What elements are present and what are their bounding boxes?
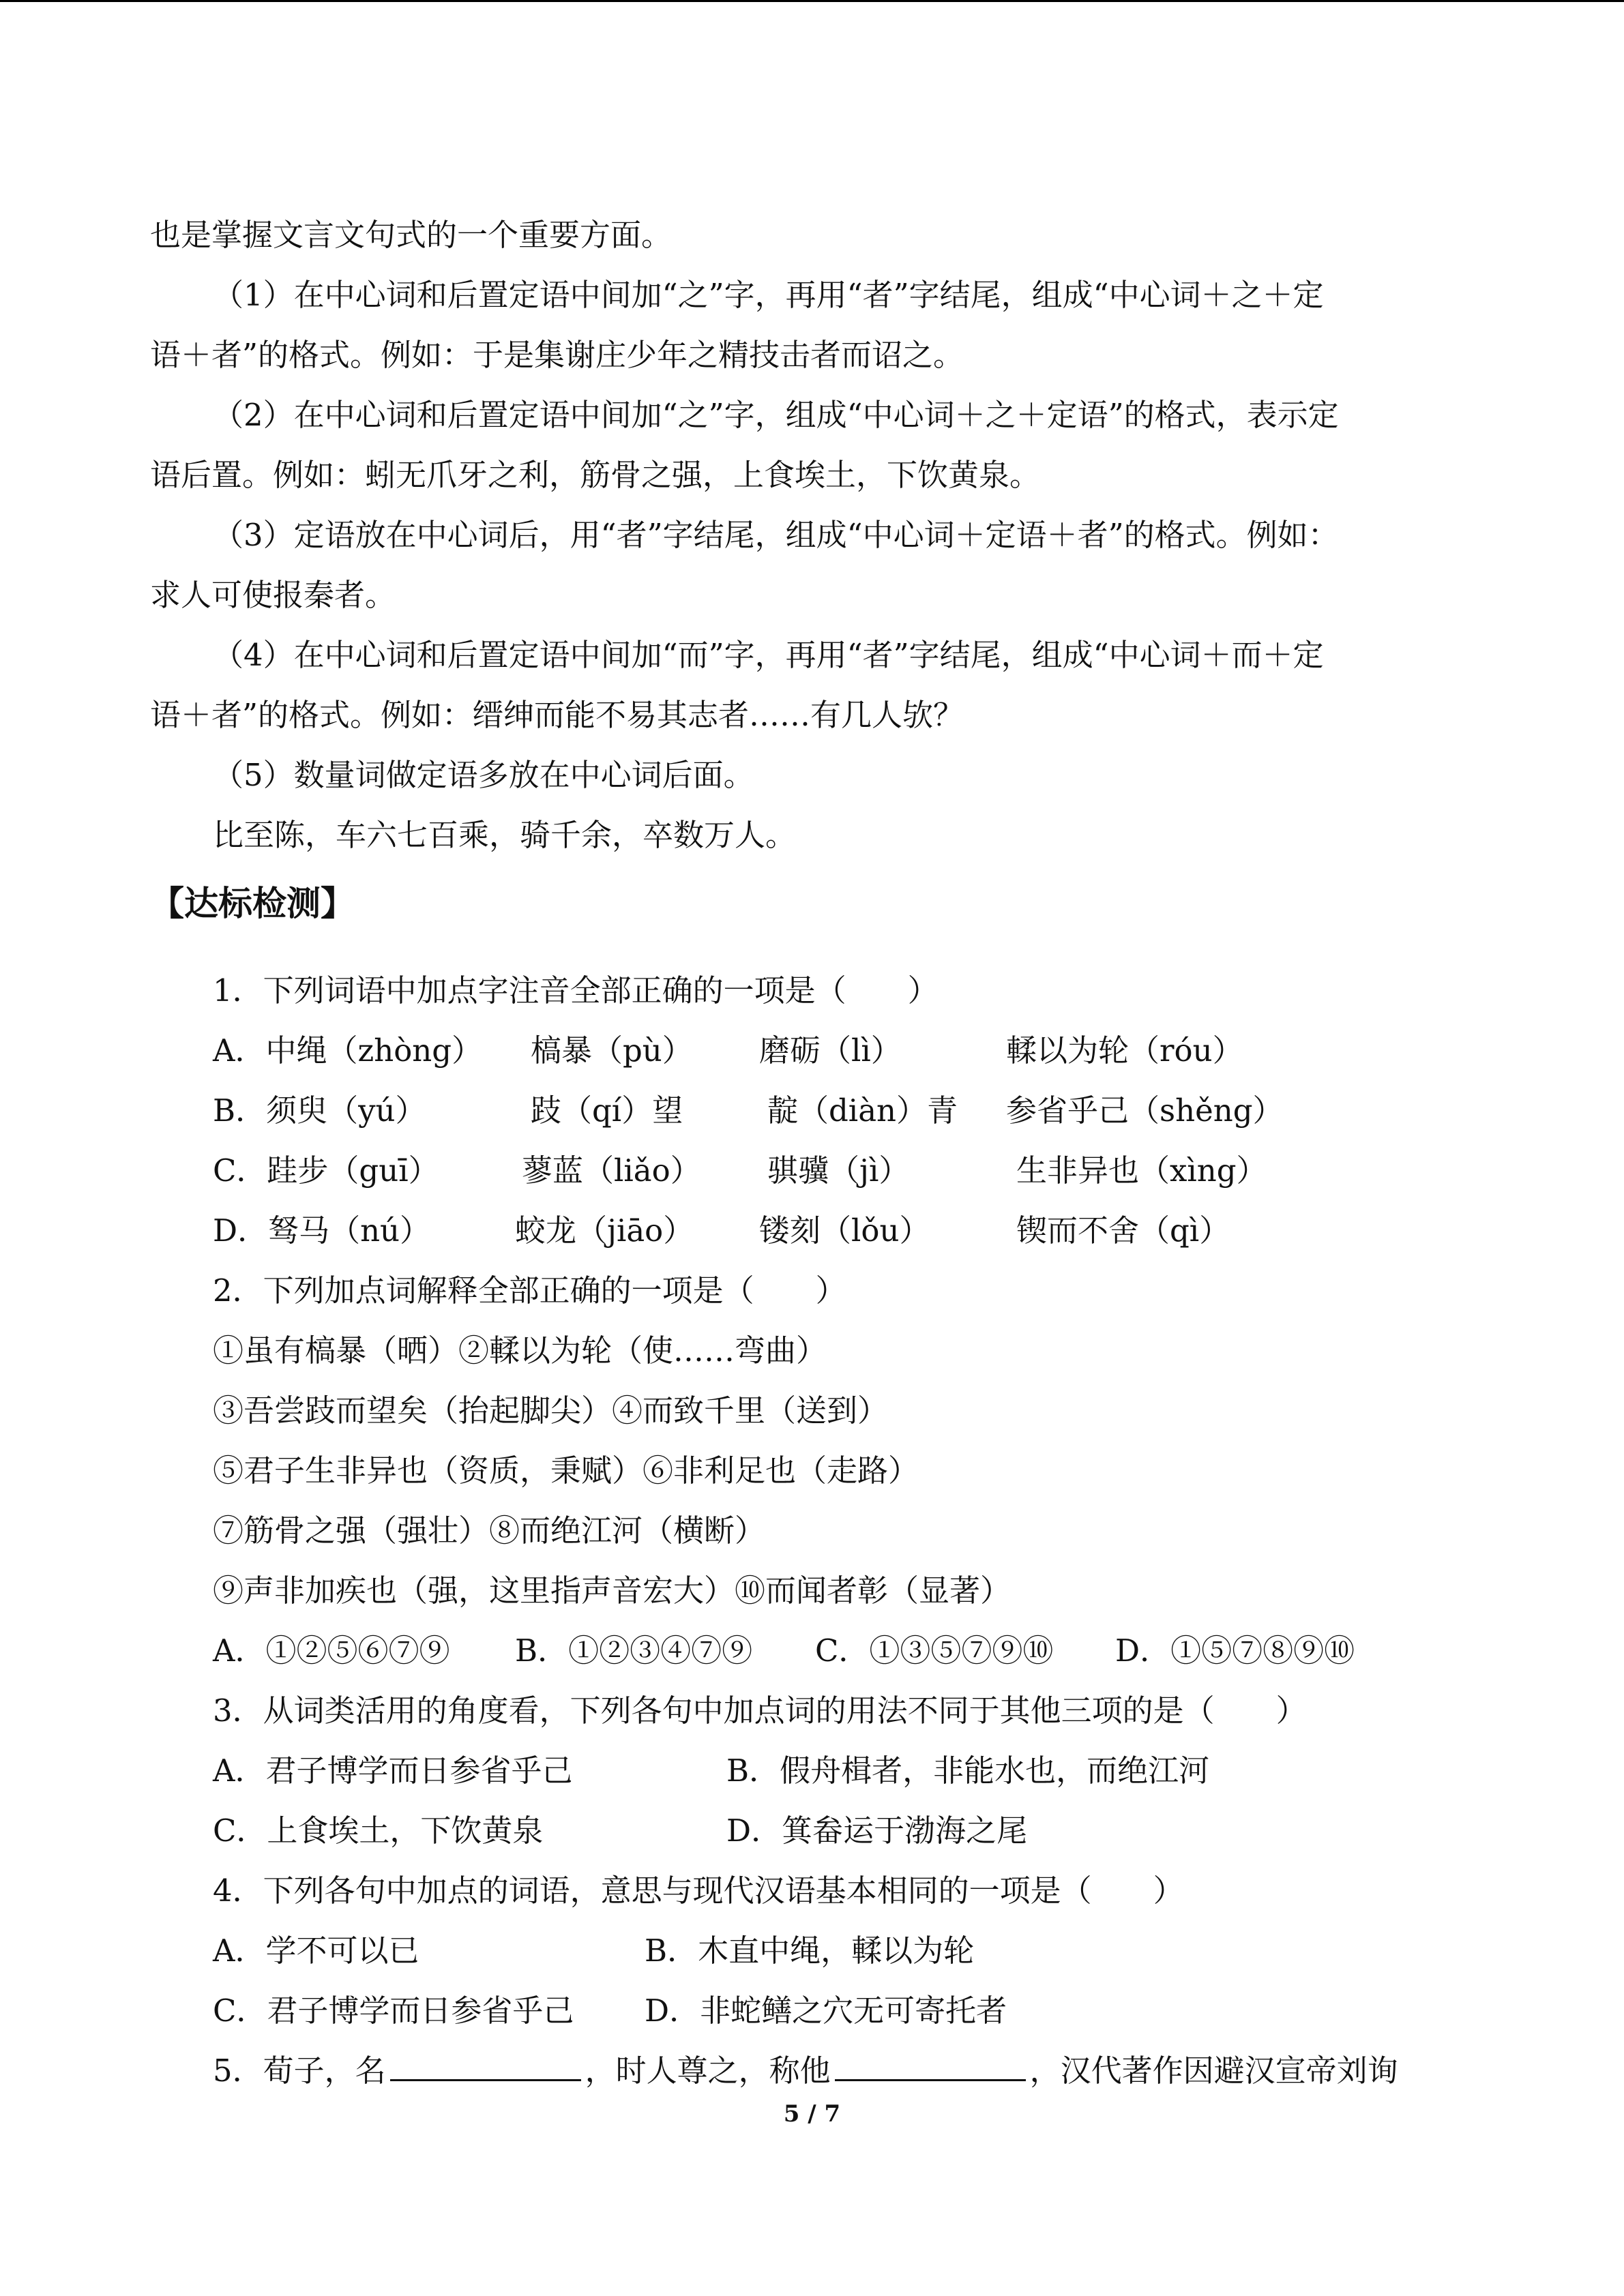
intro-line: （2）在中心词和后置定语中间加“之”字，组成“中心词＋之＋定语”的格式，表示定 (213, 397, 1339, 433)
q5-text: 5．荀子，名 (213, 2053, 386, 2089)
option-item: A．学不可以已 (213, 1933, 419, 1969)
question-stem: 1．下列词语中加点字注音全部正确的一项是（ ） (213, 972, 939, 1009)
option-item: C．上食埃土，下饮黄泉 (213, 1813, 544, 1849)
intro-line: （4）在中心词和后置定语中间加“而”字，再用“者”字结尾，组成“中心词＋而＋定 (213, 637, 1324, 673)
item-line: ⑨声非加疾也（强，这里指声音宏大）⑩而闻者彰（显著） (213, 1572, 1012, 1609)
intro-line: 比至陈，车六七百乘，骑千余，卒数万人。 (213, 817, 797, 853)
q5-text: ，汉代著作因避汉宣帝刘询 (1029, 2053, 1398, 2089)
question-stem: 4．下列各句中加点的词语，意思与现代汉语基本相同的一项是（ ） (213, 1873, 1184, 1909)
intro-line: 求人可使报秦者。 (150, 577, 396, 613)
question-stem (213, 2051, 1398, 2091)
intro-line: （5）数量词做定语多放在中心词后面。 (213, 757, 754, 793)
item-line: ⑤君子生非异也（资质，秉赋）⑥非利足也（走路） (213, 1452, 919, 1489)
option-item: 靛（diàn）青 (767, 1092, 958, 1129)
option-item: 磨砺（lì） (759, 1032, 902, 1069)
intro-line: （1）在中心词和后置定语中间加“之”字，再用“者”字结尾，组成“中心词＋之＋定 (213, 277, 1324, 313)
intro-line: 也是掌握文言文句式的一个重要方面。 (150, 217, 673, 253)
item-line: ⑦筋骨之强（强壮）⑧而绝江河（横断） (213, 1512, 766, 1549)
option-item: C．君子博学而日参省乎己 (213, 1993, 574, 2029)
answer-blank[interactable] (835, 2052, 1026, 2081)
intro-line: （3）定语放在中心词后，用“者”字结尾，组成“中心词＋定语＋者”的格式。例如： (213, 517, 1339, 553)
option-item: 蛟龙（jiāo） (515, 1212, 694, 1249)
page-number: 5 / 7 (783, 2100, 841, 2128)
intro-line: 语＋者”的格式。例如：于是集谢庄少年之精技击者而诏之。 (150, 337, 964, 373)
item-line: ①虽有槁暴（晒）②輮以为轮（使……弯曲） (213, 1332, 827, 1369)
option-item: C．①③⑤⑦⑨⑩ (815, 1632, 1054, 1669)
option-item: 参省乎己（shěng） (1006, 1092, 1284, 1129)
option-item: D．箕畚运于渤海之尾 (726, 1813, 1028, 1849)
option-item: B．假舟楫者，非能水也，而绝江河 (726, 1753, 1210, 1789)
intro-line: 语＋者”的格式。例如：缙绅而能不易其志者……有几人欤？ (150, 697, 964, 733)
section-heading: 【达标检测】 (150, 884, 355, 923)
option-item: 跂（qí）望 (531, 1092, 683, 1129)
option-item: A．君子博学而日参省乎己 (213, 1753, 573, 1789)
q5-text: ，时人尊之，称他 (585, 2053, 831, 2089)
option-item: 锲而不舍（qì） (1016, 1212, 1230, 1249)
item-line: ③吾尝跂而望矣（抬起脚尖）④而致千里（送到） (213, 1392, 889, 1429)
option-item: 骐骥（jì） (767, 1152, 910, 1189)
option-item: B．①②③④⑦⑨ (515, 1632, 753, 1669)
option-item: A．中绳（zhòng） (213, 1032, 483, 1069)
option-item: D．非蛇鳝之穴无可寄托者 (645, 1993, 1007, 2029)
option-item: 輮以为轮（róu） (1006, 1032, 1243, 1069)
option-item: D．①⑤⑦⑧⑨⑩ (1115, 1632, 1355, 1669)
option-item: D．驽马（nú） (213, 1212, 431, 1249)
option-item: 蓼蓝（liǎo） (522, 1152, 701, 1189)
option-item: 镂刻（lǒu） (759, 1212, 930, 1249)
option-item: B．须臾（yú） (213, 1092, 426, 1129)
option-item: A．①②⑤⑥⑦⑨ (213, 1632, 450, 1669)
option-item: 生非异也（xìng） (1016, 1152, 1267, 1189)
question-stem: 3．从词类活用的角度看，下列各句中加点词的用法不同于其他三项的是（ ） (213, 1693, 1307, 1729)
question-stem: 2．下列加点词解释全部正确的一项是（ ） (213, 1272, 846, 1309)
option-item: B．木直中绳，輮以为轮 (645, 1933, 975, 1969)
intro-line: 语后置。例如：蚓无爪牙之利，筋骨之强，上食埃土，下饮黄泉。 (150, 457, 1041, 493)
option-item: C．跬步（guī） (213, 1152, 439, 1189)
top-border (0, 0, 1624, 2)
answer-blank[interactable] (390, 2052, 581, 2081)
option-item: 槁暴（pù） (531, 1032, 693, 1069)
